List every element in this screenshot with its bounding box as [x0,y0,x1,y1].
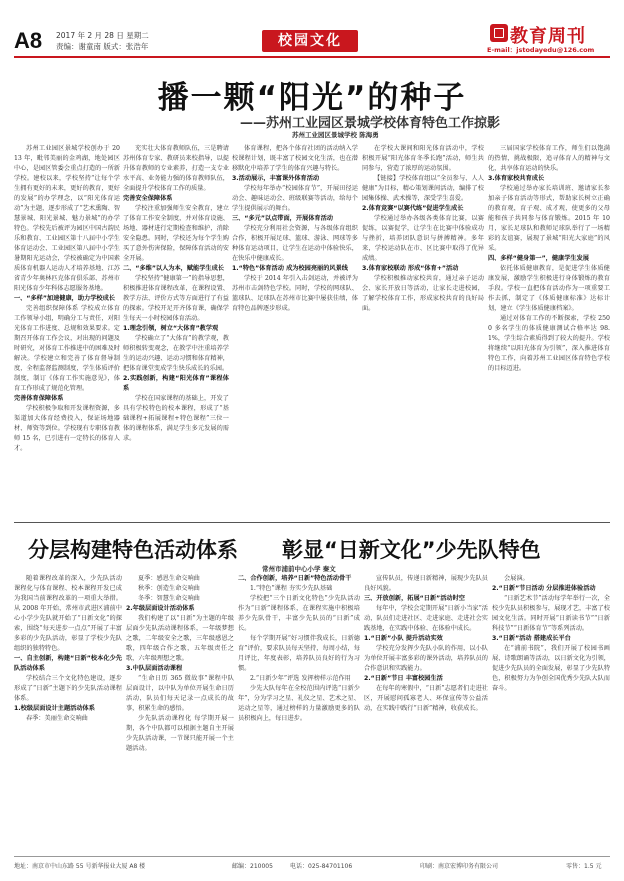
article1-subtitle: ——苏州工业园区景城学校体育特色工作掠影 [239,116,500,131]
subheading: 完善安全保障体系 [123,195,173,202]
subheading: 一、自主创新，构建“日新”校本化少先队活动体系 [14,655,122,672]
paragraph: 苏州工业园区景城学校创办于 2013 年，毗邻美丽的金鸡湖，地处园区中心，是园区管委会重点打造的一所新学校。建校以来，学校坚持“让每个学生拥有更好的未来，更好的教育，更好的发展”的办学理念，以“阳光体育运动”为主题，逐步形成了“艺术熏陶、智慧景城、阳光景城、魅力景城”的办学特色。学校先后被评为园区中国古韵民乐和教育、工业园区第十八届中小学生体育运动会、工业园区第八届中小学生暑期阳光运动会，学校被确定为中国素质体育机器人运动人才培养基地、江苏省青少年奥林匹克体育俱乐部、苏州市阳光体育少年科体志愿服务基地。 [14,145,120,292]
editor-line: 责编：谢童南 版式：张浩年 [56,42,149,51]
subheading: 1.理念引领，树立“大体育”教学观 [123,325,219,332]
book-icon [494,28,504,38]
page-number: A8 [14,28,43,53]
subheading: 2.体育竞赛“以赛代练”促进学生成长 [362,205,464,212]
subheading: 1.“日新”小队 提升活动实效 [364,635,443,642]
article1-byline: 苏州工业园区景城学校 陈海勇 [292,131,379,139]
subheading: 一、“多样”加速健康，助力学校成长 [14,295,115,302]
paragraph: 学校积极争取和开发课程资源，多渠道加大体育经费投入，保证场地器材、师资等到位。学校现有专职体育教师 15 名，已引进有一定特长的体育人才。 [14,405,120,452]
paragraph: 完善组织保障体系 学校成立体育工作领导小组，明确分工与责任，对阳光体育工作进度、总规和效果要求。定期召开体育工作会议，对出现的问题及时研究，对体育工作推进中的困难及时解决。学校建立和完善了体育督导制度，全程监督监测制度，学生体质评价制度，制订《体育工作实施意见》，体育工作形成了规范化管理。 [14,305,120,392]
subheading: 3.活动展示，丰富课外体育活动 [232,175,320,182]
article2-column-2 [126,574,234,850]
paragraph: 学校通过举办家长培训班、邀请家长参加亲子体育活动等形式，帮助家长树立正确的教育观，育子观、成才观，使更多的父母能和孩子共同参与体育锻炼。2015 年 10 月，家长足球队和教师足球队举行了一场精彩的友谊赛，展现了景城“阳光大家庭”的风采。 [488,185,610,252]
footer-address: 地址：南京市中山东路 55 号新华报业大厦 A8 楼 [14,863,146,870]
subheading: 三、开放创新，拓展“日新”活动时空 [364,595,465,602]
paragraph: 学校注重加强师生安全教育，建立了体育工作安全制度，并对体育设施、场地、器材进行定期检查和维护，消除安全隐患。同时，学校还为每个学生购买了意外伤害保险，保障体育活动的安全开展。 [123,205,229,262]
paragraph: “生命日历 365 微故事”课程中队层面设计，以中队为单位开展生命日历活动，队员们每天记录一点成长的故事，积累生命的感悟。 [126,675,234,712]
article2-column-4 [364,574,488,850]
article1-column-1 [14,144,120,514]
header-rule [14,56,610,58]
paragraph: 在“浦前书院”，我们开展了校园书画展、诗歌朗诵等活动，以日新文化为引领，促进少先队员的全面发展，彰显了少先队特色，积极努力为争创全国优秀少先队大队而奋斗。 [492,645,610,692]
paragraph: 学校充分利用社会资源，与各级体育组织合作，积极开展足球、篮球、游泳、网球等多种体育运动项目，让学生在运动中体验快乐，在快乐中健康成长。 [232,225,358,262]
article1-column-4 [362,144,484,514]
footer-price: 零售：1.5 元 [566,863,602,870]
subheading: 2.“日新”节日活动 分层推进体验活动 [492,585,596,592]
paragraph: 随着课程改革的深入，少先队活动课程化与体育课程、校本课程开发已成为我国当前课程改革的一项重大举措。从 2008 年开始，常州市武进区浦前中心小学少先队就开始了“日新文化”的探索，围绕“每天进步一点点”开展了丰富多彩的少先队活动，彰显了学校少先队组织的独特特色。 [14,575,122,652]
paragraph: 体育课程，把各个体育社团的活动纳入学校课程计划，既丰富了校园文化生活，也在潜移默化中培养了学生的体育兴趣与特长。 [232,145,358,172]
article2-column-1 [14,574,122,850]
footer-printer: 印刷：南京宏博印务有限公司 [420,863,499,870]
subheading: 三、“多元”以点带面，开展体育活动 [232,215,333,222]
subheading: 1.“特色”体育活动 成为校园亮丽的风景线 [232,265,348,272]
paragraph: 少先队活动课程化 每学期开展一期，各个中队都可以根据主题自主开展少先队活动课，一节课只能开展一个主题活动。 [126,715,234,752]
issue-date: 2017 年 2 月 28 日 星期二 [56,31,149,40]
article2-byline: 常州市浦前中心小学 秦文 [262,565,336,573]
paragraph: 学校在国家课程的基础上，开发了具有学校特色的校本课程，形成了“基础课程+拓展课程+特色课程”三位一体的课程体系，满足学生多元发展的需求。 [123,395,229,442]
paragraph: 在每年的寒假中，“日新”志愿者们走进社区，开展慰问孤寡老人、环保宣传等公益活动，在实践中践行“日新”精神，收获成长。 [364,685,488,712]
article2-column-5 [492,574,610,850]
subheading: 3.体育家校联动 形成“体育+”活动 [362,265,459,272]
paragraph: 在学校大课间和阳光体育活动中，学校积极开展“阳光体育冬季长跑”活动，师生共同参与，营造了浓厚的运动氛围。 [362,145,484,172]
paragraph: 学校通过举办各级各类体育比赛，以赛促练，以赛促学，让学生在比赛中体验成功与挫折，培养团队意识与拼搏精神。多年来，学校运动队在市、区比赛中取得了优异成绩。 [362,215,484,262]
section-title: 校园文化 [278,33,342,49]
brand-email: E-mail：jstodayedu@126.com [487,46,595,54]
subheading: 四、多样“健身第一”，健康学生发展 [488,255,589,262]
subheading: 3.“日新”活动 搭建成长平台 [492,635,571,642]
subheading: 1.校级层面设计主题活动体系 [14,705,95,712]
section-banner [262,30,358,52]
paragraph: 每个学期开展“好习惯伴我成长，日新德育”评价，要求队员每天坚持，每周小结，每月评比，年度表彰，培养队员良好的行为习惯。 [238,635,360,672]
article1-column-3 [232,144,358,514]
paragraph: 学校于 2014 年引入击剑运动，并被评为苏州市击剑特色学校。同时，学校的网球队、篮球队、足球队在苏州市比赛中屡获佳绩，体育特色品牌逐步形成。 [232,275,358,312]
paragraph: 三届国家学校体育工作，师生们以饱满的热情，挑战极限，追寻体育人的精神与文化，共享体育运动的快乐。 [488,145,610,172]
paragraph: 学校坚持“健康第一”的指导思想，积极推进体育课程改革，在课程设置、教学方法、评价方式等方面进行了有益的探索。学校开足开齐体育课，确保学生每天一小时校园体育活动。 [123,275,229,322]
subheading: 3.中队层面活动课程 [126,665,183,672]
paragraph: 每年中，学校会定期开展“日新小当家”活动，队员们走进社区、走进家庭、走进社会实践基地，在实践中体验、在体验中成长。 [364,605,488,632]
paragraph: 学校确立了“大体育”的教学观，教师积极转变观念，在教学中注重培养学生的运动兴趣、运动习惯和体育精神，把体育课堂变成学生快乐成长的乐园。 [123,335,229,372]
subheading: 完善体育保障体系 [14,395,64,402]
article2-column-3 [238,574,360,850]
paragraph: 宣传队员，传递日新精神，展现少先队员良好风貌。 [364,575,488,592]
brand-title: 教育周刊 [510,26,586,47]
paragraph: 1.“特色”课程 夯实少先队基础 [250,585,333,592]
paragraph: 少先大队每年在全校范围内评选“日新少年”，分为学习之星、礼仪之星、艺术之星、运动之星等，通过榜样的力量激励更多的队员积极向上，每日进步。 [238,685,360,722]
paragraph: 2.“日新少年”评选 发挥榜样示范作用 [250,675,351,682]
brand-logo [490,24,508,42]
footer-rule [14,856,610,857]
paragraph: 学校积极推动家校共育，通过亲子运动会、家长开放日等活动，让家长走进校园，了解学校体育工作，形成家校共育的良好局面。 [362,275,484,312]
paragraph: 学校每年举办“校园体育节”，开展田径运动会、趣味运动会、班级联赛等活动，给每个学生提供展示的舞台。 [232,185,358,212]
paragraph: 会展演。 [504,575,529,582]
article1-column-5 [488,144,610,514]
subheading: 2.实践创新，构建“阳光体育”课程体系 [123,375,229,392]
article2-title-left: 分层构建特色活动体系 [28,538,238,562]
paragraph: “日新艺术节”活动每学年举行一次，全校少先队员积极参与，展现才艺，丰富了校园文化生活。同时开展“日新读书节”“日新科技节”“日新体育节”等系列活动。 [492,595,610,632]
subheading: 2.年级层面设计活动体系 [126,605,195,612]
subheading: 2.“日新”节日 丰富校园生活 [364,675,443,682]
subheading: 二、“多维”以人为本，赋能学生成长 [123,265,224,272]
paragraph: 充实壮大体育教师队伍，三是聘请苏州体育专家、教研员来校指导，以提升体育教师的专业素养，打造一支专业水平高、业务能力强的体育教师队伍，全面提升学校体育工作的质量。 [123,145,229,192]
paragraph: 秋季：创造生命交响曲 [138,585,200,592]
article2-title-right: 彰显“日新文化”少先队特色 [282,538,541,562]
paragraph: 春季：美丽生命交响曲 [26,715,88,722]
paragraph: 依托体质健康教育，是促进学生体质健康发展，激励学生积极进行身体锻炼的教育手段。学校一直把体育活动作为一项重要工作去抓，制定了《体质健康标准》达标计划，建立《学生体质健康档案》。 [488,265,610,312]
subheading: 二、合作创新，培养“日新”特色活动骨干 [238,575,352,582]
paragraph: 我们构建了以“日新”为主题的年级层面少先队活动课程体系，一年级梦想之歌，二年级安全之歌，三年级感恩之歌，四年级合作之歌，五年级责任之歌，六年级理想之歌。 [126,615,234,662]
paragraph: 学校把“三个日新文化特色”少先队活动作为“日新”课程体系，在课程实施中积极培养少先队骨干，丰富少先队员的“日新”成长。 [238,595,360,632]
subheading: 3.体育家校共育成长 [488,175,545,182]
paragraph: 夏季：感恩生命交响曲 [138,575,200,582]
paragraph: 【链接】学校体育组以“全员参与、人人健康”为目标，精心策划课间活动，编排了校园集体操、武术操等，深受学生喜爱。 [362,175,484,202]
paragraph: 冬季：智慧生命交响曲 [138,595,200,602]
article1-title: 播一颗“阳光”的种子 [157,80,467,116]
article1-column-2 [123,144,229,514]
footer-postcode: 邮编：210005 [232,863,273,870]
paragraph: 学校结合三个文化特色建设，逐步形成了“日新”主题下的少先队活动课程体系。 [14,675,122,702]
article-separator [14,522,610,523]
footer-phone: 电话：025-84701106 [290,863,353,870]
paragraph: 通过对体育工作的不断探索，学校 2500 多名学生的体质健康测试合格率达 98.1%，学生综合素质得到了较大的提升。学校将继续“以阳光体育为引领”，深入推进体育特色工作，向着苏州工业园区体育特色学校的目标迈进。 [488,315,610,372]
paragraph: 学校充分发挥少先队小队的作用，以小队为单位开展丰富多彩的课外活动，培养队员的合作意识和实践能力。 [364,645,488,672]
